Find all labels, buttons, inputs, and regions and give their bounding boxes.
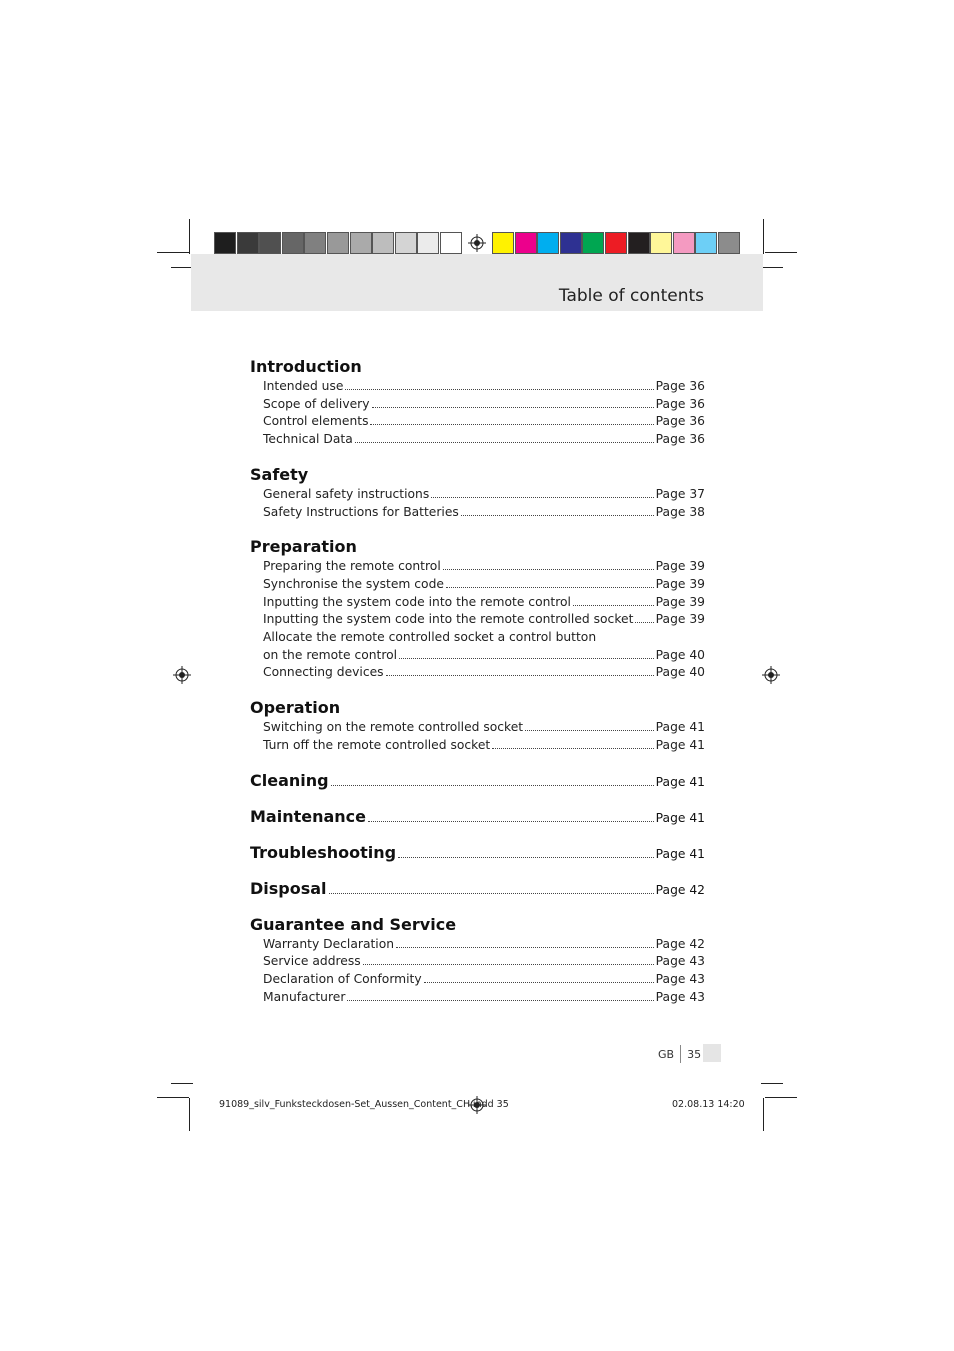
toc-entry-label: Control elements — [263, 414, 369, 429]
registration-mark-icon — [468, 234, 486, 252]
grey-swatch — [237, 232, 259, 254]
crop-mark — [761, 267, 783, 268]
grey-swatch — [327, 232, 349, 254]
dot-leader — [461, 515, 654, 516]
crop-mark — [765, 252, 797, 253]
toc-page-ref: Page 41 — [655, 737, 705, 752]
toc-entry-label: Safety Instructions for Batteries — [263, 504, 459, 519]
toc-page-ref: Page 41 — [655, 810, 705, 825]
toc-entry[interactable] — [250, 664, 705, 682]
dot-leader — [525, 730, 654, 731]
toc-entry[interactable] — [250, 936, 705, 954]
section-heading: Maintenance — [250, 806, 367, 826]
grey-swatch — [350, 232, 372, 254]
toc-entry-label: Intended use — [263, 379, 344, 393]
language-code: GB — [658, 1047, 675, 1061]
crop-mark — [765, 1097, 797, 1098]
toc-entry[interactable] — [250, 737, 705, 755]
toc-page-ref: Page 43 — [655, 971, 705, 986]
footer-grey-box — [703, 1044, 721, 1062]
grey-swatch — [372, 232, 394, 254]
toc-entry[interactable] — [250, 431, 705, 449]
toc-entry[interactable] — [250, 611, 705, 629]
crop-mark — [763, 219, 764, 254]
toc-entry-label: Connecting devices — [263, 665, 384, 680]
footer-divider — [680, 1045, 681, 1063]
toc-page-ref: Page 39 — [655, 559, 705, 574]
dot-leader — [443, 569, 654, 570]
toc-entry-label: Technical Data — [263, 432, 353, 447]
toc-page-ref: Page 39 — [655, 576, 705, 591]
section-heading: Troubleshooting — [250, 842, 397, 862]
toc-section — [250, 697, 705, 754]
dot-leader — [431, 497, 653, 498]
toc-page-ref: Page 36 — [655, 379, 705, 393]
dot-leader — [492, 748, 653, 749]
toc-entry-label: General safety instructions — [263, 486, 430, 501]
grey-swatch — [417, 232, 439, 254]
crop-mark — [171, 1083, 193, 1084]
page-footer — [658, 1045, 701, 1063]
dot-leader — [399, 658, 654, 659]
color-swatch — [628, 232, 650, 254]
color-swatch — [492, 232, 514, 254]
section-heading[interactable]: Operation — [250, 698, 341, 718]
color-swatch — [718, 232, 740, 254]
toc-page-ref: Page 42 — [655, 936, 705, 951]
crop-mark — [157, 1097, 189, 1098]
color-swatch — [515, 232, 537, 254]
toc-entry[interactable] — [250, 486, 705, 504]
crop-mark — [171, 267, 193, 268]
toc-section-heading-with-page[interactable] — [250, 770, 705, 793]
toc-entry-label: Preparing the remote control — [263, 559, 441, 574]
dot-leader — [370, 424, 653, 425]
table-of-contents — [250, 356, 705, 1021]
toc-entry-label: Inputting the system code into the remote controlled socket — [263, 612, 634, 627]
toc-entry-label: Service address — [263, 954, 361, 969]
toc-page-ref: Page 41 — [655, 774, 705, 789]
toc-entry[interactable] — [250, 594, 705, 612]
toc-page-ref: Page 37 — [655, 486, 705, 501]
toc-section — [250, 914, 705, 1007]
grey-swatch — [304, 232, 326, 254]
color-swatch — [605, 232, 627, 254]
crop-mark — [761, 1083, 783, 1084]
slug-date: 02.08.13 14:20 — [672, 1099, 745, 1110]
registration-mark-icon — [762, 666, 780, 684]
dot-leader — [635, 622, 653, 623]
crop-mark — [157, 252, 189, 253]
toc-entry-label: on the remote control — [263, 647, 398, 662]
color-swatch — [560, 232, 582, 254]
section-heading: Cleaning — [250, 770, 329, 790]
toc-section — [250, 356, 705, 449]
section-heading[interactable]: Guarantee and Service — [250, 914, 457, 934]
toc-section — [250, 464, 705, 521]
dot-leader — [573, 605, 654, 606]
dot-leader — [347, 1000, 653, 1001]
registration-mark-icon — [173, 666, 191, 684]
grey-swatch — [440, 232, 462, 254]
toc-entry-label: Turn off the remote controlled socket — [263, 737, 491, 752]
toc-section-heading-with-page[interactable] — [250, 842, 705, 865]
toc-entry-label: Inputting the system code into the remote control — [263, 594, 571, 609]
toc-section-heading-with-page[interactable] — [250, 878, 705, 901]
toc-entry[interactable] — [250, 989, 705, 1007]
dot-leader — [368, 821, 654, 822]
grey-swatch — [259, 232, 281, 254]
toc-entry-label: Switching on the remote controlled socket — [263, 720, 524, 735]
dot-leader — [398, 857, 654, 858]
toc-entry[interactable] — [250, 953, 705, 971]
toc-entry[interactable] — [250, 378, 705, 396]
color-swatch — [537, 232, 559, 254]
toc-section — [250, 536, 705, 682]
toc-entry[interactable] — [250, 576, 705, 594]
dot-leader — [396, 947, 654, 948]
crop-mark — [763, 1098, 764, 1131]
toc-entry[interactable] — [250, 504, 705, 522]
section-heading[interactable]: Preparation — [250, 537, 357, 557]
dot-leader — [331, 785, 654, 786]
toc-page-ref: Page 43 — [655, 989, 705, 1004]
toc-entry[interactable] — [250, 558, 705, 576]
toc-page-ref: Page 39 — [655, 594, 705, 609]
section-heading: Disposal — [250, 878, 327, 898]
color-swatch — [582, 232, 604, 254]
toc-entry[interactable] — [250, 647, 705, 665]
toc-page-ref: Page 38 — [655, 504, 705, 519]
grey-swatch — [214, 232, 236, 254]
dot-leader — [372, 407, 654, 408]
toc-entry[interactable] — [250, 719, 705, 737]
dot-leader — [363, 964, 654, 965]
crop-mark — [189, 219, 190, 254]
page-number: 35 — [687, 1047, 702, 1061]
dot-leader — [386, 675, 654, 676]
toc-page-ref: Page 36 — [655, 432, 705, 447]
toc-entry[interactable] — [250, 413, 705, 431]
toc-page-ref: Page 36 — [655, 414, 705, 429]
dot-leader — [345, 389, 653, 390]
dot-leader — [424, 982, 654, 983]
toc-entry-label: Synchronise the system code — [263, 576, 444, 591]
section-heading[interactable]: Safety — [250, 464, 309, 484]
dot-leader — [355, 442, 654, 443]
toc-section-heading-with-page[interactable] — [250, 806, 705, 829]
color-swatch — [695, 232, 717, 254]
toc-entry-label: Declaration of Conformity — [263, 971, 422, 986]
color-swatch — [673, 232, 695, 254]
toc-entry-label: Allocate the remote controlled socket a control button — [263, 630, 597, 645]
toc-page-ref: Page 43 — [655, 954, 705, 969]
toc-page-ref: Page 42 — [655, 882, 705, 897]
toc-entry-label: Scope of delivery — [263, 396, 370, 411]
section-heading[interactable]: Introduction — [250, 357, 362, 376]
toc-page-ref: Page 41 — [655, 720, 705, 735]
toc-entry-label: Warranty Declaration — [263, 936, 395, 951]
toc-entry-label: Manufacturer — [263, 989, 346, 1004]
dot-leader — [446, 587, 654, 588]
toc-entry[interactable] — [250, 629, 705, 647]
slug-filename: 91089_silv_Funksteckdosen-Set_Aussen_Content_CH.indd 35 — [219, 1099, 509, 1110]
toc-page-ref: Page 39 — [655, 612, 705, 627]
toc-entry[interactable] — [250, 971, 705, 989]
grey-swatch — [282, 232, 304, 254]
dot-leader — [329, 893, 654, 894]
process-color-bar — [492, 232, 741, 254]
toc-entry[interactable] — [250, 396, 705, 414]
toc-page-ref: Page 40 — [655, 647, 705, 662]
toc-page-ref: Page 41 — [655, 846, 705, 861]
page-title: Table of contents — [558, 286, 704, 306]
color-swatch — [650, 232, 672, 254]
toc-page-ref: Page 40 — [655, 665, 705, 680]
crop-mark — [189, 1098, 190, 1131]
grey-color-bar — [214, 232, 463, 254]
grey-swatch — [395, 232, 417, 254]
toc-page-ref: Page 36 — [655, 396, 705, 411]
